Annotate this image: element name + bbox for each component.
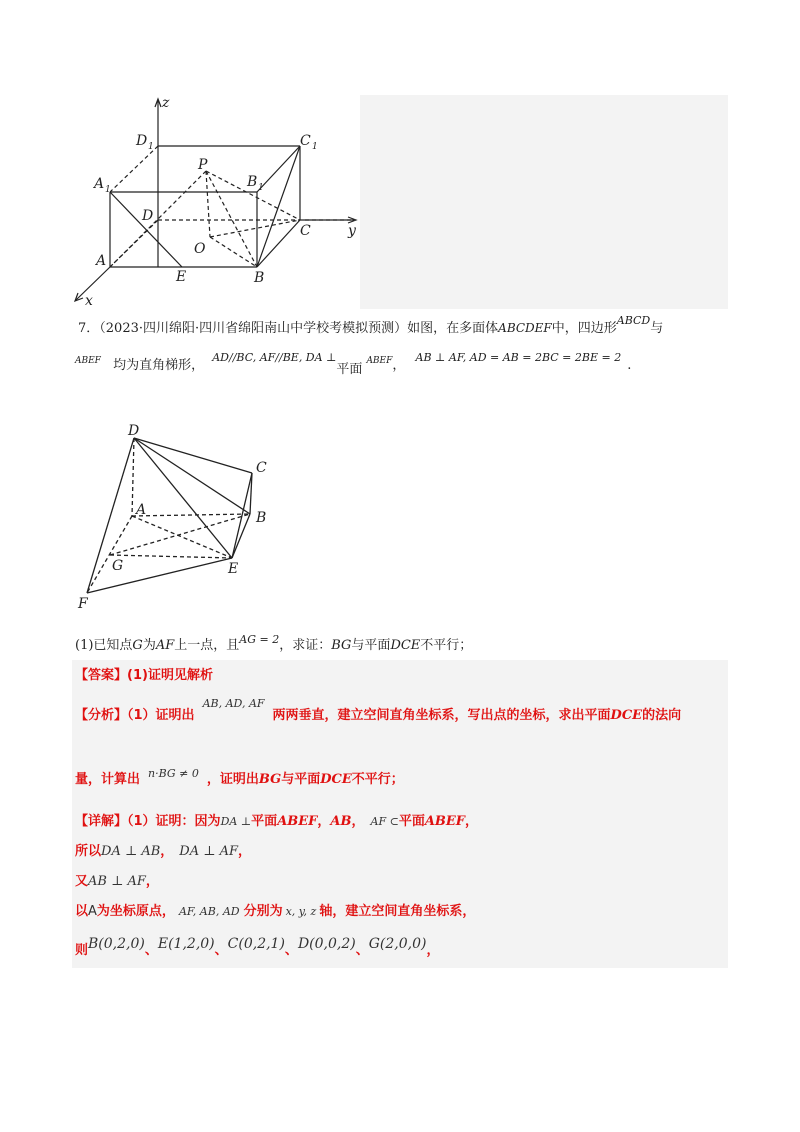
problem-line2: $^{ABEF}$ 均为直角梯形， $^{AD//BC, AF//BE, DA \perp}$平面$^{ABEF}$， $^{AB \perp AF, AD = AB = 2BC = 2BE = 2}$. [75,351,632,377]
label-C1: C [300,133,311,149]
label-A1: A [94,176,105,192]
label-z: z [162,95,170,111]
label2-E: E [228,561,239,577]
problem-line1: 7．（2023·四川绵阳·四川省绵阳南山中学校考模拟预测）如图，在多面体ABCDEF中，四边形$^{ABCD}$与 [78,314,664,336]
point-E: E(1,2,0) [157,936,215,952]
label-C: C [300,223,311,239]
svg-text:1: 1 [105,185,111,195]
label-D: D [142,208,154,224]
detail-line2: 所以DA ⊥ AB， DA ⊥ AF， [75,844,252,859]
figure1-diagram [72,95,360,309]
label-B: B [254,270,265,286]
analysis-line1: 【分析】（1）证明出$^{AB, AD, AF}$两两垂直，建立空间直角坐标系，写出点的坐标，求出平面DCE的法向 [75,697,682,723]
question-1: (1)已知点G为AF上一点，且$^{AG = 2}$，求证：BG与平面DCE不平行； [75,633,473,653]
label-E: E [176,269,187,285]
x-axis [76,267,110,300]
point-C: C(0,2,1) [227,936,285,952]
answer-line [75,666,213,686]
detail-tag: 【详解】 [75,814,128,829]
label-y: y [348,223,356,239]
label-B1: B [247,174,258,190]
point-D: D(0,0,2) [297,936,356,952]
label2-G: G [112,558,124,574]
problem-number: 7． [78,321,100,336]
svg-text:1: 1 [148,142,154,152]
label-P: P [198,157,208,173]
point-B: B(0,2,0) [88,936,145,952]
label2-A: A [136,502,147,518]
problem-source: （2023·四川绵阳·四川省绵阳南山中学校考模拟预测） [99,321,408,336]
svg-text:1: 1 [312,142,318,152]
label-A: A [96,253,107,269]
detail-line3: 又AB ⊥ AF， [75,874,159,889]
detail-line4: 以A为坐标原点， AF, AB, AD 分别为 x, y, z 轴，建立空间直角坐标系， [75,904,476,919]
answer-text: (1)证明见解析 [127,668,213,683]
label2-F: F [78,596,88,612]
detail-line1: 【详解】（1）证明：因为DA ⊥平面ABEF，AB， AF ⊂平面ABEF， [75,814,479,829]
analysis-line2: 量，计算出 $^{n\cdot BG \ne 0}$ ，证明出BG与平面DCE不平行； [75,767,404,787]
answer-tag: 【答案】 [75,668,128,683]
analysis-tag: 【分析】 [75,708,128,723]
label-O: O [194,241,206,257]
label2-B: B [256,510,267,526]
label2-C: C [256,460,267,476]
label2-D: D [128,423,140,439]
label-D1: D [136,133,148,149]
label-x: x [85,293,93,309]
figure2-diagram [72,418,292,613]
svg-text:1: 1 [258,183,264,193]
detail-line5: 则B(0,2,0)、E(1,2,0)、C(0,2,1)、D(0,0,2)、G(2,0,0)， [75,936,440,958]
point-G: G(2,0,0) [368,936,427,952]
